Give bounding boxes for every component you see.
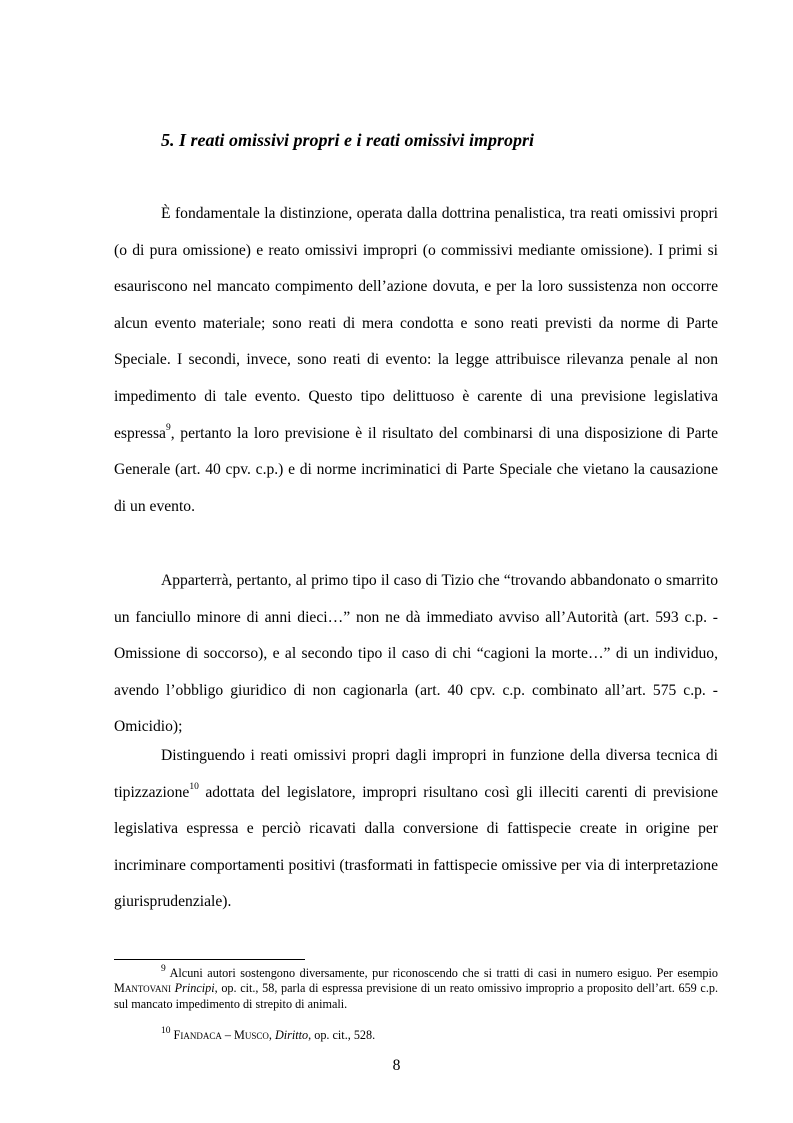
footnote-9-author: Mantovani [114, 981, 172, 996]
footnote-9-number: 9 [161, 963, 166, 974]
footnote-9 [114, 963, 719, 1012]
paragraph-1-text-a: È fondamentale la distinzione, operata dalla dottrina penalistica, tra reati omissivi propri (o di pura omissione) e reato omissivi impropri (o commissivi mediante omissione). I primi si esauriscono nel mancato compimento dell’azione dovuta, e per la loro sussistenza non occorre alcun evento materiale; sono reati di mera condotta e sono reati previsti da norme di Parte Speciale. I secondi, invece, sono reati di evento: la legge attribuisce rilevanza penale al non impedimento di tale evento. Questo tipo delittuoso è carente di una previsione legislativa espressa [114, 205, 718, 442]
paragraph-1 [114, 196, 718, 525]
paragraph-3-text-a: Distinguendo i reati omissivi propri dagli impropri in funzione della diversa tecnica di tipizzazione [114, 747, 718, 801]
footnote-10-number: 10 [161, 1025, 171, 1036]
footnote-10-sep: , [268, 1028, 275, 1042]
footnote-9-work: Principi [174, 981, 215, 996]
page-number: 8 [392, 1057, 401, 1074]
footnote-ref-10[interactable]: 10 [189, 782, 199, 793]
footnote-ref-9[interactable]: 9 [165, 423, 171, 434]
paragraph-2-text: Apparterrà, pertanto, al primo tipo il caso di Tizio che “trovando abbandonato o smarrito un fanciullo minore di anni dieci…” non ne dà immediato avviso all’Autorità (art. 593 c.p. - Omissione di soccorso), e al secondo tipo il caso di chi “cagioni la morte…” di un individuo, avendo l’obbligo giuridico di non cagionarla (art. 40 cpv. c.p. combinato all’art. 575 c.p. - Omicidio); [114, 572, 718, 736]
paragraph-3 [114, 738, 718, 921]
footnote-10-authors: Fiandaca – Musco [170, 1028, 269, 1042]
footnote-10-text: , op. cit., 528. [308, 1028, 376, 1042]
footnote-10-work: Diritto [274, 1028, 309, 1042]
paragraph-3-text-b: adottata del legislatore, impropri risultano così gli illeciti carenti di previsione legislativa espressa e perciò ricavati dalla conversione di fattispecie create in origine per incriminare comportamenti positivi (trasformati in fattispecie omissive per via di interpretazione giurisprudenziale). [114, 783, 718, 911]
footnote-9-text-a: Alcuni autori sostengono diversamente, pur riconoscendo che si tratti di casi in numero esiguo. Per esempio [165, 966, 718, 980]
paragraph-1-text-b: , pertanto la loro previsione è il risultato del combinarsi di una disposizione di Parte Generale (art. 40 cpv. c.p.) e di norme incriminatici di Parte Speciale che vietano la causazione di un evento. [114, 424, 718, 515]
footnote-9-text-b: , op. cit., 58, parla di espressa previsione di un reato omissivo improprio a proposito dell’art. 659 c.p. sul mancato impedimento di strepito di animali. [114, 981, 719, 1011]
footnote-10 [114, 1025, 718, 1043]
section-heading: 5. I reati omissivi propri e i reati omissivi impropri [161, 130, 535, 150]
footnote-separator [114, 959, 305, 960]
paragraph-2 [114, 563, 718, 746]
